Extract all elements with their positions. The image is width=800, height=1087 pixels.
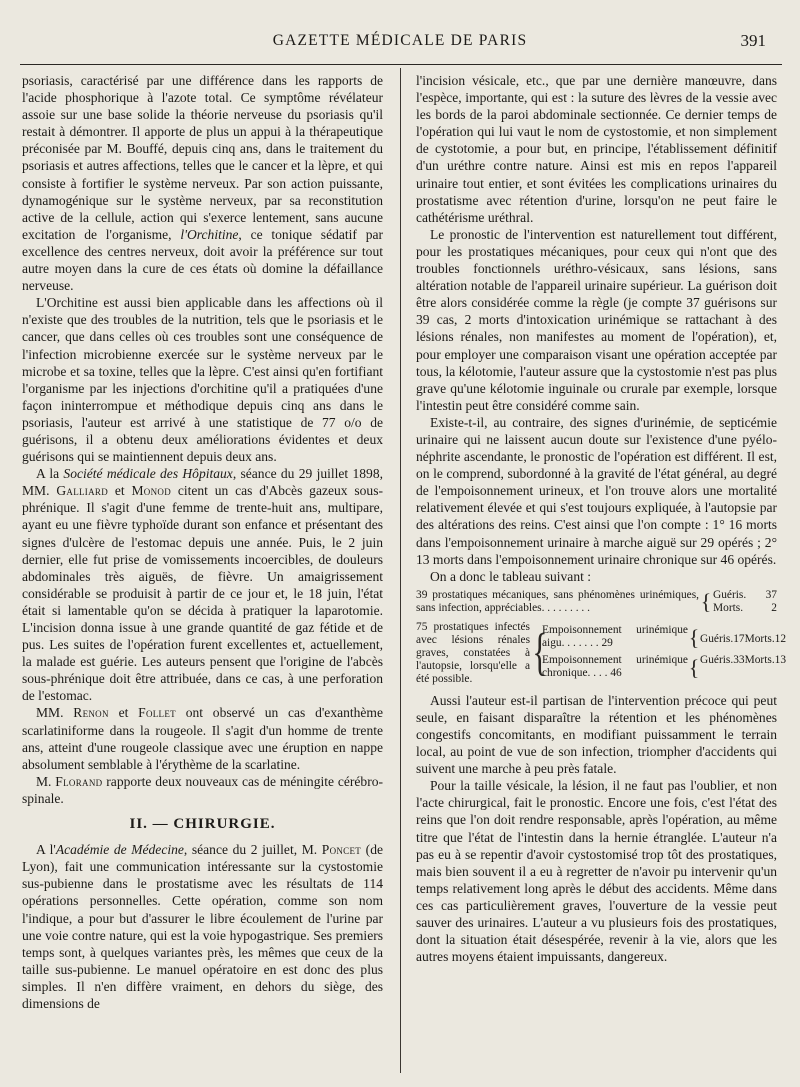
right-column [416, 72, 787, 965]
journal-title: GAZETTE MÉDICALE DE PARIS [272, 32, 528, 49]
running-head [0, 30, 800, 54]
paragraph: Existe-t-il, au contraire, des signes d'urinémie, de septicémie urinaire qui ne laissent aucun doute sur l'existence d'une pyélo-néphrite ascendante, le pronostic de l'opération est différent. Il est, on le comprend, subordonné à la gravité de l'état général, au degré de l'empoisonnement urineux, et l'on trouve alors une mortalité relativement élevée et qui s'est toujours expliquée, à l'autopsie par des altérations des reins. C'est ainsi que l'on compte : 1° 16 morts dans l'empoisonnement urinaire à marche aiguë sur 29 opérés ; 2° 13 morts dans l'empoisonnement urinaire chronique sur 46 opérés. [416, 414, 777, 567]
brace: { [688, 624, 700, 650]
paragraph: l'incision vésicale, etc., que par une dernière manœuvre, dans l'espèce, importante, qui est : la suture des lèvres de la vessie avec les bords de la paroi abdominale sectionnée. Ce dernier temps de l'opération qui lui vaut le nom de cystostomie, et non simplement de cystotomie, a pour but, en principe, l'établissement définitif d'un uréthre contre nature. Ainsi est mis en repos l'appareil urinaire tout entier, et sont évitées les complications urinaires du prostatisme avec rétention d'urine, lorsqu'on ne peut faire le cathétérisme uréthral. [416, 73, 777, 225]
paragraph: Le pronostic de l'intervention est naturellement tout différent, pour les prostatiques mécaniques, pour ceux qui n'ont que des troubles fonctionnels uréthro-vésicaux, sans lésions, sans altération notable de l'appareil urinaire supérieur. La guérison doit être alors considérée comme la règle (je compte 37 guérisons sur 39 cas, 2 morts d'intoxication urinémique se rattachant à des lésions rénales, non manifestes au moment de l'opération), et, pour employer une comparaison visant une opération acceptée par tous, la kélotomie, l'auteur assure que la cystostomie n'est pas plus grave qu'une kélotomie inguinale ou crurale par exemple, lorsque l'intestin peut être considéré comme sain. [416, 226, 777, 413]
results-table [416, 588, 787, 686]
table-cell-results: Guéris. 37 Morts. 2 [713, 588, 777, 614]
left-column [22, 72, 383, 1012]
paragraph: A l'Académie de Médecine, séance du 2 juillet, M. Poncet (de Lyon), fait une communication intéressante sur la cystostomie sus-pubienne dans le prostatisme avec les résultats de 114 opérations personnelles. Cette opération, comme son nom l'indique, a pour but d'assurer le libre écoulement de l'urine par une voie contre nature, qui est la voie hypogastrique. Ses premiers temps sont, à quelques variantes près, les mêmes que ceux de la taille sus-pubienne. Le manuel opératoire en est donc des plus simples. Il n'en diffère vraiment, en dehors du siège, des dimensions de [22, 842, 383, 1011]
paragraph: M. Florand rapporte deux nouveaux cas de méningite cérébro-spinale. [22, 773, 383, 806]
subgroup-label: Empoisonnement urinémique chronique. . . . 46 [542, 654, 688, 680]
paragraph: L'Orchitine est aussi bien applicable dans les affections où il n'existe que des troubles de la nutrition, tels que le psoriasis et le cancer, que dans celles où ces troubles sont une conséquence de l'infection microbienne exercée sur le système nerveux par le microbe et sa toxine, telles que la lèpre. C'est ainsi qu'en fortifiant l'organisme par les injections d'orchitine qu'il a pratiquées d'une façon ininterrompue et méthodique depuis cinq ans dans le psoriasis, l'auteur est arrivé à une statistique de 77 o/o de guérisons, il a obtenu deux améliorations évidentes et deux guérisons qui se maintiennent depuis deux ans. [22, 295, 383, 465]
table-cell-label: 39 prostatiques mécaniques, sans phénomènes urinémiques, sans infection, appréciables. . . . . . . . . [416, 588, 699, 614]
page-number: 391 [740, 31, 766, 50]
section-heading: II. — CHIRURGIE. [129, 816, 276, 833]
paragraph: psoriasis, caractérisé par une différence dans les rapports de l'acide phosphorique à l'azote total. Ce symptôme révélateur assoie sur une base solide la théorie nerveuse du psoriasis qu'il restait à démontrer. Il apporte de plus un appui à la thérapeutique préconisée par M. Bouffé, depuis cinq ans, dans le traitement du psoriasis et autres affections, telles que le cancer et la lèpre, et qui consiste à fortifier le système nerveux. Par son action puissante, dynamogénique sur le système nerveux, par sa reconstitution active de la cellule, action qui s'exerce lentement, sans aucune excitation de l'organisme, l'Orchitine, ce tonique sédatif par excellence des centres nerveux, doit avoir la préférence sur tout autre moyen dans la cure de ces états où domine la défaillance nerveuse. [22, 73, 383, 294]
paragraph: MM. Renon et Follet ont observé un cas d'exanthème scarlatiniforme dans la rougeole. Il s'agit d'un homme de trente ans, atteint d'une rougeole classique avec une éruption en nappe absolument semblable à l'érythème de la scarlatine. [22, 705, 383, 772]
paragraph: Pour la taille vésicale, la lésion, il ne faut pas l'oublier, et non l'acte chirurgical, fait le pronostic. Encore une fois, c'est l'état des reins que l'on doit rendre responsable, après l'opération, au même titre que l'état de l'intestin dans la hernie étranglée. L'auteur n'a pas eu à se repentir d'avoir cystostomisé trop tôt des prostatiques, mais bien souvent il a eu à regretter de n'avoir pu intervenir qu'un temps relativement long après le début des accidents. Même dans ces cas particulièrement graves, l'ouverture de la vessie peut sauver des urinaires. L'auteur a vu plusieurs fois des prostatiques, dont la situation était désespérée, revenir à la vie, alors que les autres moyens étaient impuissants, dangereux. [416, 778, 777, 965]
table-row [416, 589, 777, 615]
subgroup-label: Empoisonnement urinémique aigu. . . . . . . 29 [542, 624, 688, 650]
brace: { [700, 589, 712, 615]
column-divider [400, 68, 401, 1073]
paragraph: On a donc le tableau suivant : [430, 568, 592, 584]
table-cell-subgroups [542, 622, 700, 684]
paragraph: Aussi l'auteur est-il partisan de l'intervention précoce qui peut seule, en faisant disparaître la rétention et les phénomènes congestifs concomitants, en modifiant puissamment le terrain local, au point de vue de son infection, triompher d'accidents qui suivent une marche à peu près fatale. [416, 692, 777, 777]
table-row [416, 620, 787, 686]
table-cell-label: 75 prostatiques infectés avec lésions rénales graves, constatées à l'autopsie, lorsqu'elle a été possible. [416, 620, 530, 685]
brace: { [688, 654, 700, 680]
paragraph: A la Société médicale des Hôpitaux, séance du 29 juillet 1898, MM. Galliard et Monod citent un cas d'Abcès gazeux sous-phrénique. Il s'agit d'une femme de trente-huit ans, multipare, ayant eu une fièvre typhoïde durant son enfance et présentant des signes d'ulcère de l'estomac depuis une année. Puis, le 2 juin dernier, elle fut prise de vomissements incoercibles, de douleurs abdominales très aiguës, de fièvre. Un amaigrissement considérable se produisit à partir de ce jour et, le 18 juin, l'état était si lamentable qu'on se décida à pratiquer la laparotomie. L'incision donna issue à une grande quantité de gaz fétide et de pus. Les suites de l'opération furent excellentes et, actuellement, la malade est guérie. Les auteurs pensent que l'origine de l'abcès sous-phrénique doit être attribuée, dans ce cas, à une perforation de l'estomac. [22, 466, 383, 704]
table-cell-results: Guéris. 17 Morts. 12 Guéris. 33 Morts. 13 [700, 633, 787, 667]
header-rule [20, 64, 782, 65]
brace: { [532, 624, 548, 682]
